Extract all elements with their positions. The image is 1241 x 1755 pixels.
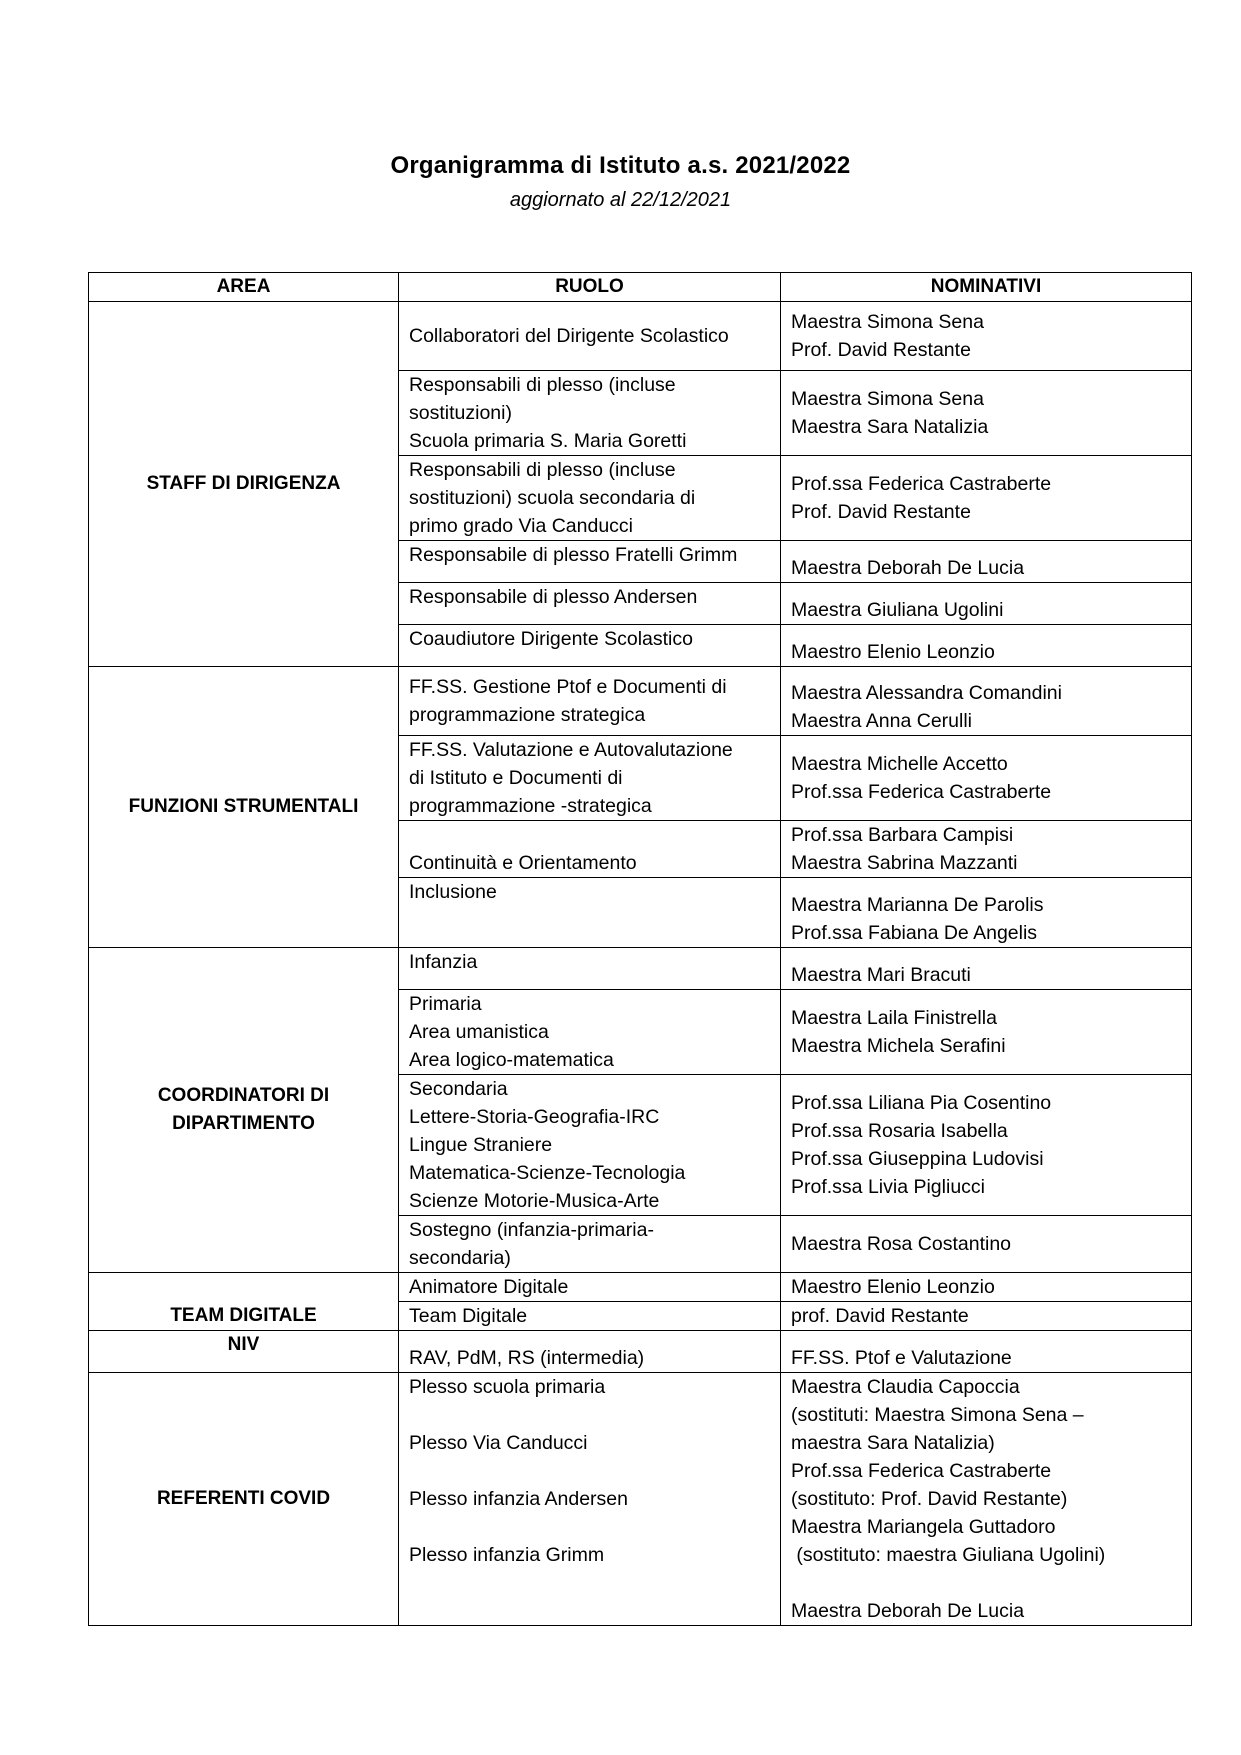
area-coordinatori — [89, 948, 399, 1273]
role-line: programmazione -strategica — [409, 795, 652, 817]
name-line: maestra Sara Natalizia) — [791, 1432, 995, 1454]
area-line: COORDINATORI DI — [157, 1085, 330, 1106]
role-line: Sostegno (infanzia-primaria- — [409, 1219, 654, 1241]
page-title: Organigramma di Istituto a.s. 2021/2022 — [390, 152, 851, 179]
spacer — [409, 1457, 770, 1485]
names-cell — [781, 371, 1192, 456]
name-line: Maestra Michelle Accetto — [791, 753, 1008, 775]
names-cell — [781, 541, 1192, 583]
role-cell — [399, 1075, 781, 1216]
name-line: Maestra Mari Bracuti — [791, 964, 971, 986]
role-line: Matematica-Scienze-Tecnologia — [409, 1162, 686, 1184]
header-row — [89, 273, 1192, 302]
role-line: Responsabile di plesso Fratelli Grimm — [409, 544, 738, 566]
name-line: Maestra Anna Cerulli — [791, 710, 973, 732]
name-line: Maestra Marianna De Parolis — [791, 894, 1044, 916]
role-cell — [399, 1273, 781, 1302]
names-cell — [781, 948, 1192, 990]
name-line: Prof.ssa Barbara Campisi — [791, 824, 1014, 846]
name-line: Prof. David Restante — [791, 339, 971, 361]
spacer — [409, 1513, 770, 1541]
name-line: Prof.ssa Rosaria Isabella — [791, 1120, 1008, 1142]
role-line: sostituzioni) — [409, 402, 512, 424]
name-line: Maestro Elenio Leonzio — [791, 641, 995, 663]
role-cell — [399, 821, 781, 878]
name-line: Maestra Simona Sena — [791, 388, 984, 410]
role-line: FF.SS. Valutazione e Autovalutazione — [409, 739, 733, 761]
role-line: Lingue Straniere — [409, 1134, 553, 1156]
name-line: prof. David Restante — [791, 1305, 969, 1327]
name-line: Prof.ssa Federica Castraberte — [791, 781, 1052, 803]
role-line: Continuità e Orientamento — [409, 852, 637, 874]
role-line: Animatore Digitale — [409, 1276, 569, 1298]
role-line: Plesso scuola primaria — [409, 1376, 606, 1398]
table-row — [89, 1373, 1192, 1626]
role-line: Primaria — [409, 993, 482, 1015]
role-line: Area umanistica — [409, 1021, 549, 1043]
role-line: Responsabili di plesso (incluse — [409, 459, 676, 481]
name-line: Maestra Laila Finistrella — [791, 1007, 997, 1029]
names-cell — [781, 456, 1192, 541]
role-cell — [399, 1373, 781, 1626]
name-line: Maestro Elenio Leonzio — [791, 1276, 995, 1298]
names-cell — [781, 736, 1192, 821]
area-line: DIPARTIMENTO — [172, 1113, 315, 1134]
role-line: Collaboratori del Dirigente Scolastico — [409, 325, 729, 347]
names-cell — [781, 625, 1192, 667]
names-cell — [781, 1273, 1192, 1302]
name-line: (sostituto: Prof. David Restante) — [791, 1488, 1068, 1510]
names-cell — [781, 878, 1192, 948]
role-line: secondaria) — [409, 1247, 511, 1269]
role-cell — [399, 990, 781, 1075]
role-cell — [399, 948, 781, 990]
role-cell — [399, 625, 781, 667]
name-line: Prof.ssa Liliana Pia Cosentino — [791, 1092, 1052, 1114]
names-cell — [781, 583, 1192, 625]
area-covid: REFERENTI COVID — [89, 1373, 399, 1626]
role-line: Inclusione — [409, 881, 497, 903]
name-line: Maestra Sabrina Mazzanti — [791, 852, 1018, 874]
role-line: primo grado Via Canducci — [409, 515, 634, 537]
role-line: Secondaria — [409, 1078, 508, 1100]
name-line: Prof.ssa Federica Castraberte — [791, 1460, 1052, 1482]
table-row — [89, 302, 1192, 371]
name-line: Maestra Claudia Capoccia — [791, 1376, 1020, 1398]
table-row — [89, 667, 1192, 736]
name-line: (sostituti: Maestra Simona Sena – — [791, 1404, 1084, 1426]
names-cell — [781, 302, 1192, 371]
role-line: Responsabili di plesso (incluse — [409, 374, 676, 396]
name-line: Maestra Simona Sena — [791, 311, 984, 333]
name-line: Maestra Rosa Costantino — [791, 1233, 1012, 1255]
names-cell — [781, 1216, 1192, 1273]
name-line: (sostituto: maestra Giuliana Ugolini) — [791, 1544, 1106, 1566]
names-cell — [781, 1331, 1192, 1373]
name-line: Prof.ssa Livia Pigliucci — [791, 1176, 985, 1198]
header-area: AREA — [89, 273, 399, 302]
role-cell — [399, 1216, 781, 1273]
header-nominativi: NOMINATIVI — [781, 273, 1192, 302]
name-line: Maestra Giuliana Ugolini — [791, 599, 1004, 621]
table-row — [89, 1273, 1192, 1302]
role-line: Infanzia — [409, 951, 478, 973]
page-subtitle: aggiornato al 22/12/2021 — [509, 189, 732, 211]
role-cell — [399, 667, 781, 736]
name-line: Maestra Mariangela Guttadoro — [791, 1516, 1056, 1538]
role-line: di Istituto e Documenti di — [409, 767, 623, 789]
table-row — [89, 1331, 1192, 1373]
names-cell — [781, 990, 1192, 1075]
area-niv: NIV — [89, 1331, 399, 1373]
names-cell — [781, 1373, 1192, 1626]
role-cell — [399, 878, 781, 948]
role-cell — [399, 302, 781, 371]
name-line: Maestra Alessandra Comandini — [791, 682, 1062, 704]
role-cell — [399, 456, 781, 541]
role-cell — [399, 736, 781, 821]
header-ruolo: RUOLO — [399, 273, 781, 302]
name-line: Prof.ssa Federica Castraberte — [791, 473, 1052, 495]
role-line: Lettere-Storia-Geografia-IRC — [409, 1106, 660, 1128]
role-line: FF.SS. Gestione Ptof e Documenti di — [409, 676, 727, 698]
role-line: Scuola primaria S. Maria Goretti — [409, 430, 687, 452]
name-line: Maestra Deborah De Lucia — [791, 1600, 1025, 1622]
role-line: RAV, PdM, RS (intermedia) — [409, 1347, 645, 1369]
role-line: Plesso Via Canducci — [409, 1432, 588, 1454]
name-line: Prof.ssa Fabiana De Angelis — [791, 922, 1038, 944]
name-line: Prof.ssa Giuseppina Ludovisi — [791, 1148, 1044, 1170]
area-team-digitale: TEAM DIGITALE — [89, 1273, 399, 1331]
name-line: FF.SS. Ptof e Valutazione — [791, 1347, 1012, 1369]
role-cell — [399, 583, 781, 625]
role-line: Plesso infanzia Grimm — [409, 1544, 605, 1566]
name-line: Maestra Sara Natalizia — [791, 416, 989, 438]
names-cell — [781, 821, 1192, 878]
spacer — [409, 1401, 770, 1429]
role-cell — [399, 1331, 781, 1373]
role-cell — [399, 541, 781, 583]
role-line: Team Digitale — [409, 1305, 528, 1327]
role-line: Area logico-matematica — [409, 1049, 614, 1071]
name-line: Prof. David Restante — [791, 501, 971, 523]
role-line: Coaudiutore Dirigente Scolastico — [409, 628, 693, 650]
spacer — [791, 1569, 1181, 1597]
name-line: Maestra Michela Serafini — [791, 1035, 1006, 1057]
role-cell — [399, 371, 781, 456]
role-cell — [399, 1302, 781, 1331]
role-line: programmazione strategica — [409, 704, 646, 726]
org-table — [88, 272, 1192, 1626]
role-line: sostituzioni) scuola secondaria di — [409, 487, 696, 509]
name-line: Maestra Deborah De Lucia — [791, 557, 1025, 579]
role-line: Responsabile di plesso Andersen — [409, 586, 698, 608]
role-line: Plesso infanzia Andersen — [409, 1488, 628, 1510]
names-cell — [781, 1075, 1192, 1216]
role-line: Scienze Motorie-Musica-Arte — [409, 1190, 660, 1212]
area-funzioni: FUNZIONI STRUMENTALI — [89, 667, 399, 948]
names-cell — [781, 1302, 1192, 1331]
names-cell — [781, 667, 1192, 736]
table-row — [89, 948, 1192, 990]
area-staff: STAFF DI DIRIGENZA — [89, 302, 399, 667]
